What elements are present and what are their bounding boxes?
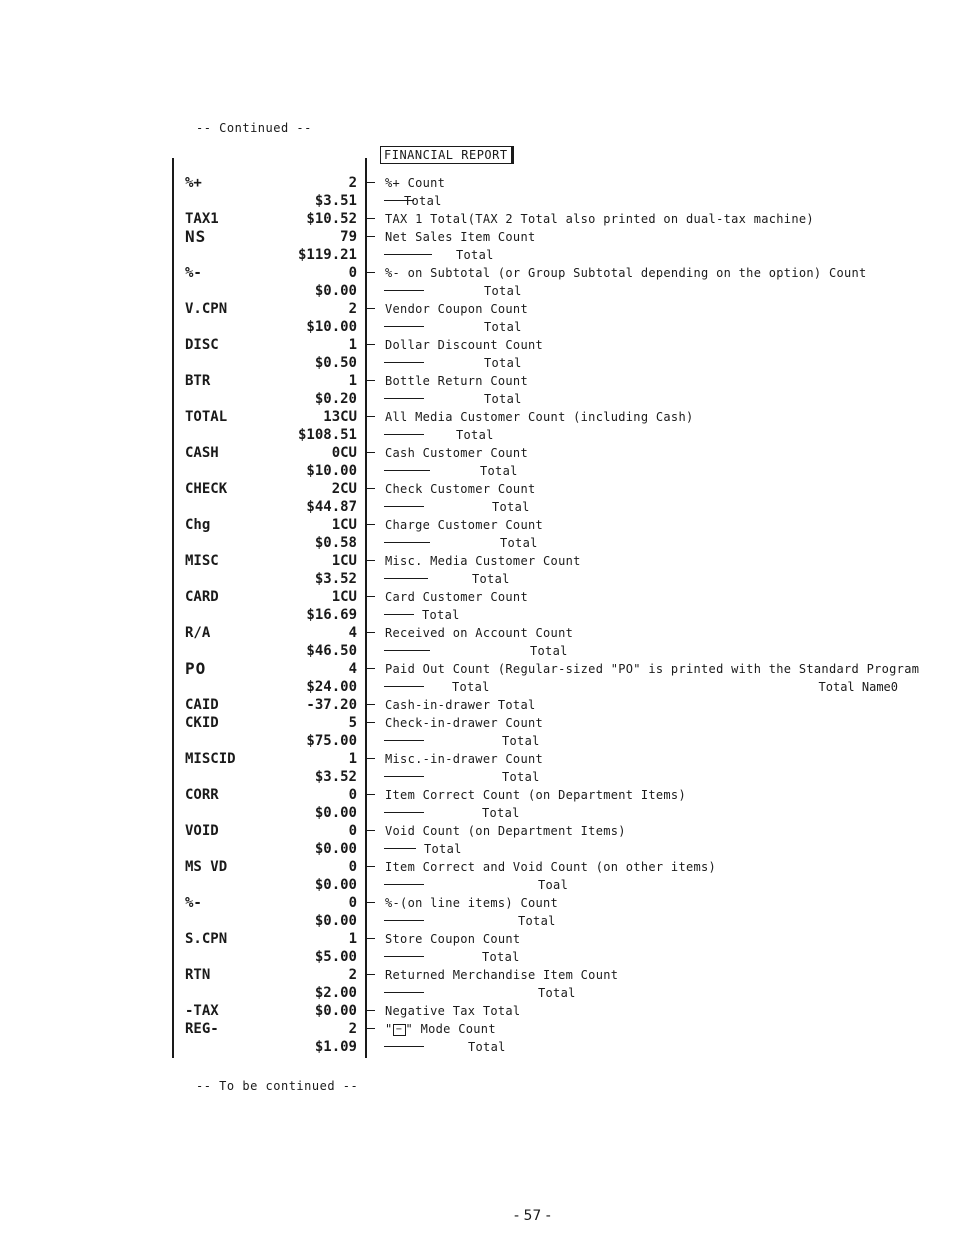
row-value: 1CU xyxy=(331,589,357,605)
row-label: %- xyxy=(185,895,202,911)
row-description: Total xyxy=(472,572,510,586)
row-description: Cash Customer Count xyxy=(385,446,528,460)
total-dash xyxy=(384,614,414,615)
report-row xyxy=(172,192,912,210)
report-row xyxy=(172,858,912,876)
total-dash xyxy=(384,812,424,813)
report-row xyxy=(172,642,912,660)
total-dash xyxy=(384,992,424,993)
report-row xyxy=(172,228,912,246)
row-description: Toal xyxy=(538,878,569,892)
row-value: $3.52 xyxy=(314,769,357,785)
row-value: $10.52 xyxy=(306,211,357,227)
row-description: Item Correct and Void Count (on other items) xyxy=(385,860,717,874)
row-connector xyxy=(365,974,375,975)
row-label: -TAX xyxy=(185,1003,219,1019)
row-description: Total xyxy=(484,320,522,334)
row-value: 1 xyxy=(348,751,357,767)
report-title: FINANCIAL REPORT xyxy=(380,146,512,164)
row-description: Total xyxy=(482,950,520,964)
report-row xyxy=(172,408,912,426)
report-row xyxy=(172,732,912,750)
row-description: Vendor Coupon Count xyxy=(385,302,528,316)
row-connector xyxy=(365,560,375,561)
row-description: Total xyxy=(424,842,462,856)
row-value: $0.00 xyxy=(314,1003,357,1019)
report-row xyxy=(172,390,912,408)
continued-footer: -- To be continued -- xyxy=(196,1079,359,1093)
row-label: TOTAL xyxy=(185,409,228,425)
row-value: $24.00 xyxy=(306,679,357,695)
row-value: 1CU xyxy=(331,517,357,533)
row-value: $0.00 xyxy=(314,913,357,929)
row-value: $0.00 xyxy=(314,841,357,857)
row-label: V.CPN xyxy=(185,301,228,317)
total-dash xyxy=(384,884,424,885)
row-connector xyxy=(365,416,375,417)
row-value: $0.20 xyxy=(314,391,357,407)
row-description: Total xyxy=(502,770,540,784)
row-description: Check-in-drawer Count xyxy=(385,716,544,730)
total-dash xyxy=(384,326,424,327)
row-label: CKID xyxy=(185,715,219,731)
row-label: MS VD xyxy=(185,859,228,875)
continued-header: -- Continued -- xyxy=(196,121,312,135)
row-description xyxy=(385,1020,496,1038)
row-description: Paid Out Count (Regular-sized "PO" is printed with the Standard Program xyxy=(385,662,920,676)
row-label: S.CPN xyxy=(185,931,228,947)
row-label: R/A xyxy=(185,625,211,641)
report-row xyxy=(172,930,912,948)
row-value: 0 xyxy=(348,823,357,839)
row-description: Total xyxy=(482,806,520,820)
row-label: NS xyxy=(185,227,207,246)
report-row xyxy=(172,426,912,444)
row-connector xyxy=(365,668,375,669)
row-value: 2 xyxy=(348,301,357,317)
total-dash xyxy=(384,506,424,507)
report-row xyxy=(172,246,912,264)
report-row xyxy=(172,372,912,390)
quote-mark: " xyxy=(405,1022,421,1036)
report-row xyxy=(172,804,912,822)
row-value: 1 xyxy=(348,373,357,389)
report-row xyxy=(172,696,912,714)
row-value: $16.69 xyxy=(306,607,357,623)
row-connector xyxy=(365,794,375,795)
total-dash xyxy=(384,254,432,255)
row-value: $5.00 xyxy=(314,949,357,965)
total-dash xyxy=(384,848,416,849)
row-connector xyxy=(365,308,375,309)
total-dash xyxy=(384,740,424,741)
row-value: 1 xyxy=(348,337,357,353)
row-value: 13CU xyxy=(323,409,357,425)
row-description: Misc.-in-drawer Count xyxy=(385,752,544,766)
row-value: $0.58 xyxy=(314,535,357,551)
row-value: $0.50 xyxy=(314,355,357,371)
report-row xyxy=(172,606,912,624)
row-value: 5 xyxy=(348,715,357,731)
row-value: $0.00 xyxy=(314,805,357,821)
report-row xyxy=(172,840,912,858)
row-description: Total xyxy=(480,464,518,478)
row-connector xyxy=(365,452,375,453)
row-label: Chg xyxy=(185,517,211,533)
report-row xyxy=(172,552,912,570)
total-dash xyxy=(384,542,430,543)
row-connector xyxy=(365,866,375,867)
report-row xyxy=(172,444,912,462)
page-number: - 57 - xyxy=(514,1208,551,1224)
report-row xyxy=(172,264,912,282)
row-connector xyxy=(365,830,375,831)
row-description: Received on Account Count xyxy=(385,626,574,640)
report-row xyxy=(172,659,920,678)
row-label: MISC xyxy=(185,553,219,569)
row-value: $1.09 xyxy=(314,1039,357,1055)
row-description: %-(on line items) Count xyxy=(385,896,559,910)
row-value: 4 xyxy=(348,625,357,641)
row-description: Negative Tax Total xyxy=(385,1004,521,1018)
row-value: $75.00 xyxy=(306,733,357,749)
report-row xyxy=(172,894,912,912)
row-value: 2 xyxy=(348,1021,357,1037)
row-connector xyxy=(365,632,375,633)
report-row xyxy=(172,318,912,336)
row-value: 79 xyxy=(340,229,357,245)
row-value: 0 xyxy=(348,859,357,875)
row-value: -37.20 xyxy=(306,697,357,713)
row-description: Total xyxy=(538,986,576,1000)
report-row xyxy=(172,480,912,498)
row-value: $10.00 xyxy=(306,319,357,335)
row-label: VOID xyxy=(185,823,219,839)
row-description: Total xyxy=(484,392,522,406)
row-value: 0CU xyxy=(331,445,357,461)
report-row xyxy=(172,534,912,552)
row-value: 2 xyxy=(348,967,357,983)
row-description: Total xyxy=(530,644,568,658)
report-row xyxy=(172,1002,912,1020)
row-value: 2CU xyxy=(331,481,357,497)
row-value: 1CU xyxy=(331,553,357,569)
row-label: MISCID xyxy=(185,751,236,767)
report-row xyxy=(172,516,912,534)
total-dash xyxy=(384,686,424,687)
row-description: %- on Subtotal (or Group Subtotal depending on the option) Count xyxy=(385,266,867,280)
row-description: Returned Merchandise Item Count xyxy=(385,968,619,982)
row-description: Dollar Discount Count xyxy=(385,338,544,352)
row-description: %+ Count xyxy=(385,176,446,190)
row-description: Total xyxy=(484,284,522,298)
report-row xyxy=(172,876,912,894)
row-label: DISC xyxy=(185,337,219,353)
row-connector xyxy=(365,902,375,903)
row-connector xyxy=(365,488,375,489)
report-row xyxy=(172,624,912,642)
row-connector xyxy=(365,344,375,345)
total-dash xyxy=(384,290,424,291)
total-dash xyxy=(384,398,424,399)
row-label: CHECK xyxy=(185,481,228,497)
row-connector xyxy=(365,380,375,381)
report-row xyxy=(172,354,912,372)
row-connector xyxy=(365,272,375,273)
row-label: CORR xyxy=(185,787,219,803)
row-label: PO xyxy=(185,659,207,678)
row-description: Bottle Return Count xyxy=(385,374,528,388)
row-description: Total xyxy=(452,680,490,694)
report-row xyxy=(172,948,912,966)
report-row xyxy=(172,282,912,300)
row-label: CARD xyxy=(185,589,219,605)
financial-report xyxy=(172,146,920,1058)
row-description: Total xyxy=(422,608,460,622)
row-value: 2 xyxy=(348,175,357,191)
row-connector xyxy=(365,722,375,723)
row-description: Total xyxy=(484,356,522,370)
row-description: All Media Customer Count (including Cash) xyxy=(385,410,694,424)
report-row xyxy=(172,1038,912,1056)
row-value: $0.00 xyxy=(314,283,357,299)
row-description: Cash-in-drawer Total xyxy=(385,698,536,712)
row-connector xyxy=(365,704,375,705)
quote-mark: " xyxy=(385,1022,393,1036)
row-description: Total xyxy=(404,194,442,208)
report-row xyxy=(172,714,912,732)
row-value: $3.52 xyxy=(314,571,357,587)
row-connector xyxy=(365,236,375,237)
row-connector xyxy=(365,182,375,183)
report-row xyxy=(172,966,912,984)
row-value: 0 xyxy=(348,787,357,803)
row-label: CASH xyxy=(185,445,219,461)
row-value: $2.00 xyxy=(314,985,357,1001)
row-description: Total xyxy=(502,734,540,748)
row-description: TAX 1 Total(TAX 2 Total also printed on dual-tax machine) xyxy=(385,212,814,226)
report-row xyxy=(172,1020,912,1038)
total-dash xyxy=(384,650,430,651)
row-value: $108.51 xyxy=(297,427,357,443)
report-row xyxy=(172,786,912,804)
row-connector xyxy=(365,596,375,597)
total-dash xyxy=(384,776,424,777)
report-row xyxy=(172,174,912,192)
row-description: Total xyxy=(468,1040,506,1054)
row-connector xyxy=(365,1010,375,1011)
total-dash xyxy=(384,920,424,921)
row-value: 4 xyxy=(348,661,357,677)
row-description: Check Customer Count xyxy=(385,482,536,496)
total-dash xyxy=(384,362,424,363)
row-connector xyxy=(365,524,375,525)
report-row xyxy=(172,984,912,1002)
row-description: Store Coupon Count xyxy=(385,932,521,946)
row-connector xyxy=(365,938,375,939)
row-label: TAX1 xyxy=(185,211,219,227)
report-row xyxy=(172,462,912,480)
row-description: Net Sales Item Count xyxy=(385,230,536,244)
row-label: BTR xyxy=(185,373,211,389)
row-value: $10.00 xyxy=(306,463,357,479)
total-dash xyxy=(384,1046,424,1047)
row-connector xyxy=(365,218,375,219)
total-dash xyxy=(384,956,424,957)
row-description: Card Customer Count xyxy=(385,590,528,604)
row-value: 0 xyxy=(348,265,357,281)
row-description: Total xyxy=(500,536,538,550)
row-description-right: Total Name0 xyxy=(818,680,898,694)
report-row xyxy=(172,570,912,588)
minus-key-icon: − xyxy=(393,1024,406,1036)
report-row xyxy=(172,768,912,786)
row-description: Total xyxy=(456,248,494,262)
row-label: REG- xyxy=(185,1021,219,1037)
row-label: %- xyxy=(185,265,202,281)
report-row xyxy=(172,588,912,606)
row-value: 0 xyxy=(348,895,357,911)
total-dash xyxy=(384,470,430,471)
row-value: $44.87 xyxy=(306,499,357,515)
report-row xyxy=(172,750,912,768)
row-description: Item Correct Count (on Department Items) xyxy=(385,788,686,802)
row-description: Total xyxy=(456,428,494,442)
report-row xyxy=(172,678,912,696)
report-row xyxy=(172,912,912,930)
row-label: %+ xyxy=(185,175,202,191)
report-row xyxy=(172,498,912,516)
mode-text: Mode Count xyxy=(420,1022,496,1036)
row-description: Charge Customer Count xyxy=(385,518,544,532)
row-value: $119.21 xyxy=(297,247,357,263)
row-value: $0.00 xyxy=(314,877,357,893)
row-connector xyxy=(365,758,375,759)
report-row xyxy=(172,300,912,318)
row-value: $46.50 xyxy=(306,643,357,659)
report-row xyxy=(172,336,912,354)
row-label: CAID xyxy=(185,697,219,713)
row-connector xyxy=(365,1028,375,1029)
report-row xyxy=(172,210,912,228)
total-dash xyxy=(384,578,428,579)
row-label: RTN xyxy=(185,967,211,983)
row-description: Total xyxy=(492,500,530,514)
row-value: $3.51 xyxy=(314,193,357,209)
report-row xyxy=(172,822,912,840)
row-description: Misc. Media Customer Count xyxy=(385,554,581,568)
row-description: Void Count (on Department Items) xyxy=(385,824,626,838)
row-value: 1 xyxy=(348,931,357,947)
row-description: Total xyxy=(518,914,556,928)
total-dash xyxy=(384,434,424,435)
